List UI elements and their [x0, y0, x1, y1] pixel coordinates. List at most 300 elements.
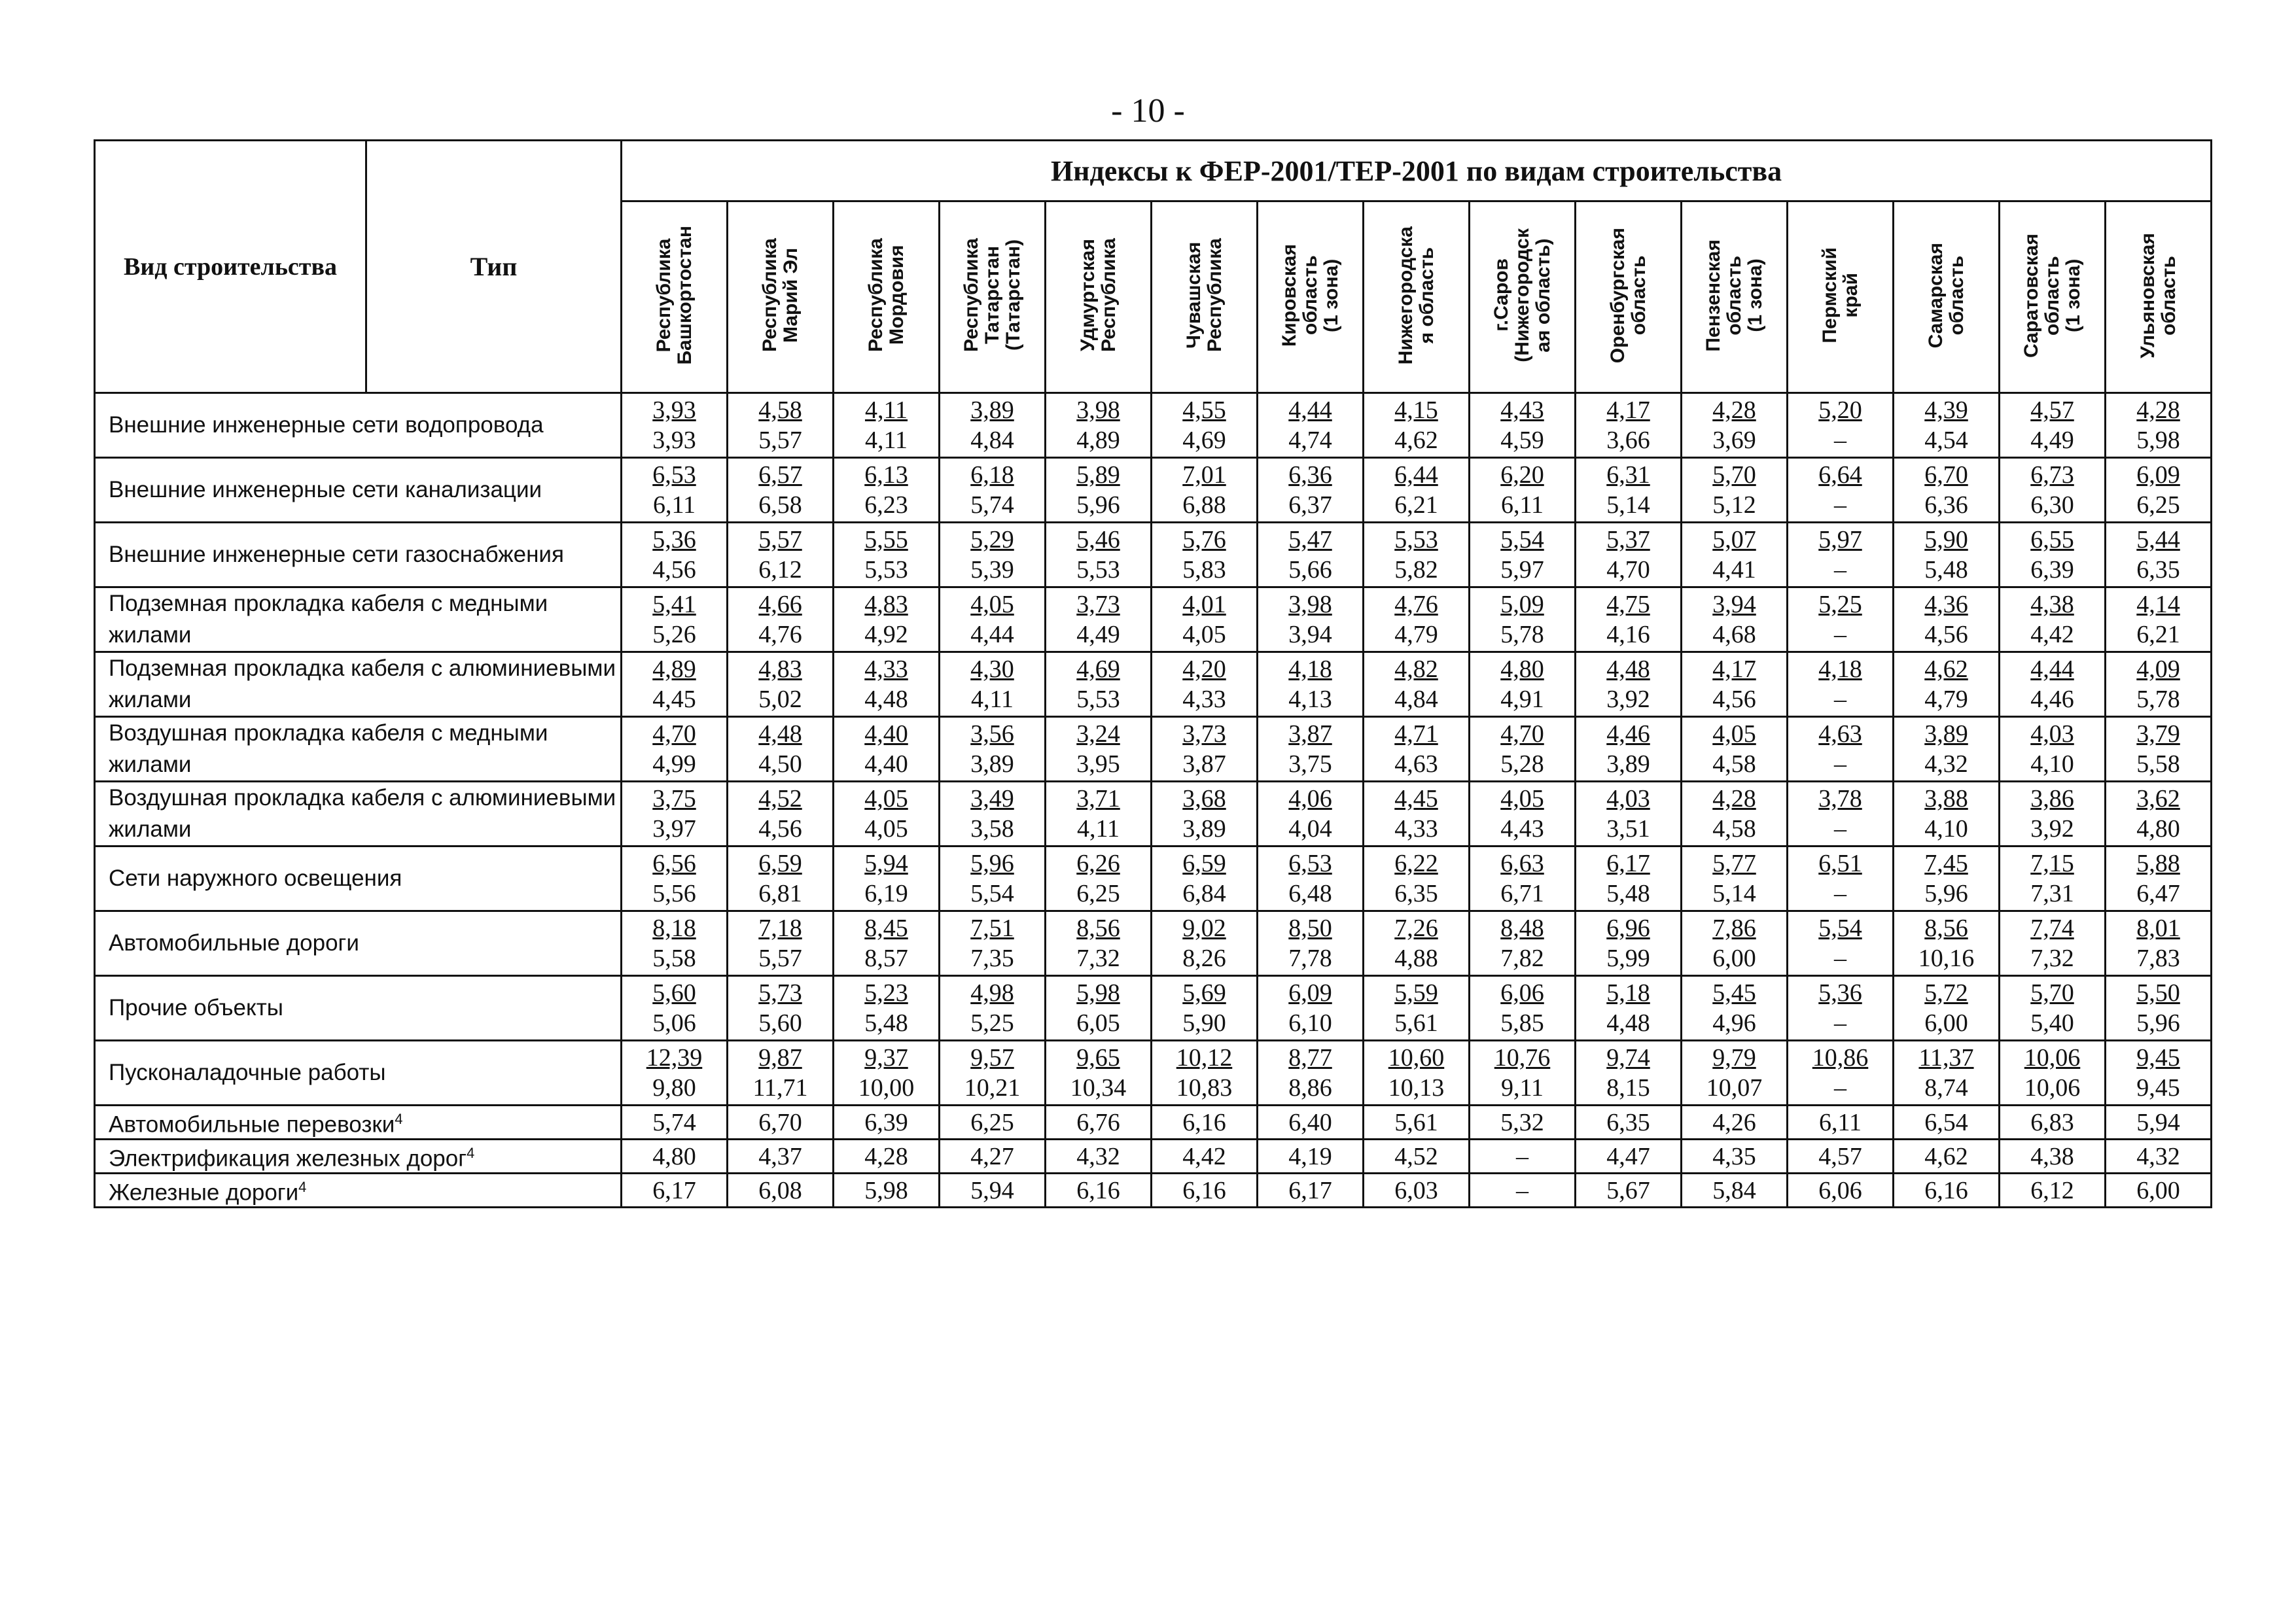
- index-value-bottom: 6,12: [758, 556, 802, 584]
- index-value-bottom: –: [1834, 1009, 1846, 1037]
- region-label: Республика Башкортостан: [652, 226, 696, 365]
- index-value-bottom: 3,93: [652, 427, 696, 454]
- index-value-top: 7,15: [2030, 850, 2074, 877]
- index-cell: [1682, 587, 1788, 652]
- index-value: 4,35: [1682, 1140, 1788, 1174]
- index-value-bottom: 3,69: [1712, 427, 1756, 454]
- index-cell: [1258, 458, 1364, 523]
- index-cell: [2000, 717, 2106, 782]
- index-value: 4,37: [728, 1140, 834, 1174]
- index-value-top: 5,60: [652, 979, 696, 1007]
- region-label: Пензенская область (1 зона): [1702, 239, 1766, 352]
- index-value-top: 3,62: [2136, 785, 2180, 812]
- index-value-bottom: 4,40: [864, 750, 908, 778]
- index-cell: [1788, 652, 1894, 717]
- index-value-bottom: 4,49: [1076, 621, 1120, 648]
- index-cell: [1470, 911, 1576, 976]
- index-value-top: 4,83: [864, 591, 908, 618]
- index-cell: [834, 976, 940, 1041]
- index-value-bottom: 9,11: [1500, 1074, 1544, 1102]
- index-cell: [1576, 587, 1682, 652]
- row-label: Внешние инженерные сети водопровода: [95, 393, 622, 458]
- index-value: 6,08: [728, 1174, 834, 1208]
- index-value-bottom: 6,39: [2030, 556, 2074, 584]
- index-value-bottom: 5,60: [758, 1009, 802, 1037]
- index-value-bottom: 7,32: [2030, 945, 2074, 972]
- region-label: Республика Мордовия: [864, 238, 908, 353]
- index-value: 6,17: [1258, 1174, 1364, 1208]
- region-header: [1046, 201, 1152, 393]
- index-value-bottom: 6,25: [2136, 491, 2180, 519]
- index-cell: [1046, 587, 1152, 652]
- index-cell: [2000, 393, 2106, 458]
- index-value-top: 3,89: [970, 396, 1014, 424]
- region-header: [940, 201, 1046, 393]
- index-value-top: 6,31: [1606, 461, 1650, 489]
- index-value-bottom: 4,89: [1076, 427, 1120, 454]
- index-value-top: 10,12: [1176, 1044, 1233, 1072]
- index-value-bottom: 8,26: [1182, 945, 1226, 972]
- index-value-top: 3,49: [970, 785, 1014, 812]
- index-value: 4,32: [2106, 1140, 2212, 1174]
- index-cell: [1788, 911, 1894, 976]
- index-value-bottom: 5,58: [652, 945, 696, 972]
- index-value-bottom: 5,61: [1394, 1009, 1438, 1037]
- index-value: 5,74: [622, 1106, 728, 1140]
- table-row: [95, 393, 2212, 458]
- index-value-top: 4,43: [1500, 396, 1544, 424]
- index-cell: [1046, 782, 1152, 846]
- index-value-bottom: 6,00: [1712, 945, 1756, 972]
- table-row: [95, 1174, 2212, 1208]
- index-value: –: [1470, 1174, 1576, 1208]
- index-cell: [622, 458, 728, 523]
- row-label: Автомобильные дороги: [95, 911, 622, 976]
- index-value-top: 4,70: [1500, 720, 1544, 748]
- index-cell: [2000, 782, 2106, 846]
- index-cell: [1364, 846, 1470, 911]
- index-cell: [2106, 393, 2212, 458]
- index-value-top: 4,20: [1182, 655, 1226, 683]
- index-value-top: 4,15: [1394, 396, 1438, 424]
- index-cell: [728, 393, 834, 458]
- index-value: 4,52: [1364, 1140, 1470, 1174]
- index-value-bottom: 5,96: [2136, 1009, 2180, 1037]
- region-label: Саратовская область (1 зона): [2020, 233, 2084, 358]
- index-value-bottom: 5,26: [652, 621, 696, 648]
- index-value-bottom: 10,34: [1070, 1074, 1127, 1102]
- index-value-bottom: 4,41: [1712, 556, 1756, 584]
- index-value-bottom: 7,78: [1288, 945, 1332, 972]
- index-value-top: 4,66: [758, 591, 802, 618]
- region-header: [728, 201, 834, 393]
- index-value-top: 4,05: [864, 785, 908, 812]
- index-value-bottom: 8,86: [1288, 1074, 1332, 1102]
- index-value-top: 5,89: [1076, 461, 1120, 489]
- index-cell: [940, 846, 1046, 911]
- index-value-bottom: 4,13: [1288, 686, 1332, 713]
- index-value-bottom: 4,79: [1924, 686, 1968, 713]
- index-value-top: 4,36: [1924, 591, 1968, 618]
- index-value-top: 6,56: [652, 850, 696, 877]
- index-cell: [1894, 1041, 2000, 1106]
- index-value-top: 5,69: [1182, 979, 1226, 1007]
- index-cell: [1470, 458, 1576, 523]
- index-value-bottom: 4,88: [1394, 945, 1438, 972]
- index-cell: [1152, 976, 1258, 1041]
- index-value-top: 5,46: [1076, 526, 1120, 553]
- index-cell: [1258, 393, 1364, 458]
- index-value-bottom: 5,90: [1182, 1009, 1226, 1037]
- region-header: [2000, 201, 2106, 393]
- index-value-top: 5,96: [970, 850, 1014, 877]
- index-value-bottom: 4,96: [1712, 1009, 1756, 1037]
- region-header: [1788, 201, 1894, 393]
- region-header: [1470, 201, 1576, 393]
- index-cell: [834, 846, 940, 911]
- index-cell: [1682, 717, 1788, 782]
- index-value-top: 5,98: [1076, 979, 1120, 1007]
- index-value-top: 5,50: [2136, 979, 2180, 1007]
- index-value: 5,94: [940, 1174, 1046, 1208]
- index-cell: [1470, 652, 1576, 717]
- index-value-top: 4,17: [1606, 396, 1650, 424]
- index-cell: [1258, 717, 1364, 782]
- index-cell: [834, 393, 940, 458]
- index-cell: [940, 458, 1046, 523]
- construction-index-table: [94, 139, 2212, 1208]
- index-value-top: 8,56: [1924, 915, 1968, 942]
- index-value-bottom: 8,74: [1924, 1074, 1968, 1102]
- index-value-bottom: 6,47: [2136, 880, 2180, 907]
- index-value-top: 5,29: [970, 526, 1014, 553]
- index-value-top: 5,70: [2030, 979, 2074, 1007]
- index-value: 6,16: [1152, 1106, 1258, 1140]
- index-cell: [622, 717, 728, 782]
- index-cell: [622, 911, 728, 976]
- index-value-top: 8,56: [1076, 915, 1120, 942]
- index-value: 6,17: [622, 1174, 728, 1208]
- index-value-bottom: 7,82: [1500, 945, 1544, 972]
- index-value-bottom: 10,07: [1706, 1074, 1763, 1102]
- index-value-top: 4,28: [1712, 785, 1756, 812]
- index-value-top: 4,44: [2030, 655, 2074, 683]
- index-value-top: 4,03: [1606, 785, 1650, 812]
- index-value-bottom: 5,57: [758, 427, 802, 454]
- index-cell: [1788, 458, 1894, 523]
- index-cell: [1470, 523, 1576, 587]
- index-value-top: 6,53: [1288, 850, 1332, 877]
- index-value-top: 4,05: [1500, 785, 1544, 812]
- index-value-top: 5,88: [2136, 850, 2180, 877]
- index-value-top: 6,63: [1500, 850, 1544, 877]
- index-value-top: 7,86: [1712, 915, 1756, 942]
- index-value-bottom: 5,14: [1606, 491, 1650, 519]
- index-value-bottom: –: [1834, 945, 1846, 972]
- index-value-top: 12,39: [646, 1044, 703, 1072]
- index-cell: [1682, 458, 1788, 523]
- index-value-top: 3,86: [2030, 785, 2074, 812]
- index-value-bottom: 9,80: [652, 1074, 696, 1102]
- index-value-top: 3,75: [652, 785, 696, 812]
- index-cell: [2106, 652, 2212, 717]
- index-value-top: 7,74: [2030, 915, 2074, 942]
- index-cell: [1470, 976, 1576, 1041]
- index-value-bottom: 5,40: [2030, 1009, 2074, 1037]
- index-cell: [1046, 911, 1152, 976]
- index-cell: [1046, 458, 1152, 523]
- index-value-bottom: 5,85: [1500, 1009, 1544, 1037]
- index-value-bottom: 5,48: [1924, 556, 1968, 584]
- index-cell: [2106, 717, 2212, 782]
- index-value-bottom: 5,48: [864, 1009, 908, 1037]
- index-cell: [1894, 458, 2000, 523]
- index-cell: [622, 976, 728, 1041]
- index-value: 6,00: [2106, 1174, 2212, 1208]
- index-value-top: 7,01: [1182, 461, 1226, 489]
- index-value-bottom: 4,62: [1394, 427, 1438, 454]
- index-value-top: 4,11: [864, 396, 908, 424]
- index-value-bottom: 4,99: [652, 750, 696, 778]
- index-value-bottom: 4,05: [864, 815, 908, 843]
- index-cell: [1894, 393, 2000, 458]
- index-value-top: 6,36: [1288, 461, 1332, 489]
- index-cell: [834, 717, 940, 782]
- index-value-top: 5,76: [1182, 526, 1226, 553]
- index-value-top: 9,57: [970, 1044, 1014, 1072]
- index-cell: [2000, 587, 2106, 652]
- index-value-bottom: 4,84: [970, 427, 1014, 454]
- index-value-top: 6,73: [2030, 461, 2074, 489]
- index-value-bottom: 6,88: [1182, 491, 1226, 519]
- index-cell: [1470, 1041, 1576, 1106]
- index-value: 6,25: [940, 1106, 1046, 1140]
- table-row: [95, 458, 2212, 523]
- region-header: [834, 201, 940, 393]
- index-value-top: 4,83: [758, 655, 802, 683]
- index-cell: [1364, 458, 1470, 523]
- index-value-bottom: 5,02: [758, 686, 802, 713]
- index-value: 6,76: [1046, 1106, 1152, 1140]
- index-value-top: 7,18: [758, 915, 802, 942]
- region-label: Оренбургская область: [1606, 227, 1650, 364]
- index-value-bottom: 6,36: [1924, 491, 1968, 519]
- index-value-top: 8,77: [1288, 1044, 1332, 1072]
- table-row: [95, 976, 2212, 1041]
- index-cell: [728, 523, 834, 587]
- index-value-top: 4,18: [1288, 655, 1332, 683]
- index-cell: [1364, 782, 1470, 846]
- index-value-bottom: 7,31: [2030, 880, 2074, 907]
- index-value-top: 9,74: [1606, 1044, 1650, 1072]
- index-value: 6,39: [834, 1106, 940, 1140]
- index-value-bottom: 6,25: [1076, 880, 1120, 907]
- index-cell: [1152, 393, 1258, 458]
- index-cell: [940, 911, 1046, 976]
- index-cell: [940, 782, 1046, 846]
- index-cell: [1152, 911, 1258, 976]
- index-value-bottom: 5,58: [2136, 750, 2180, 778]
- index-value-top: 5,41: [652, 591, 696, 618]
- index-value-bottom: 4,56: [758, 815, 802, 843]
- index-cell: [1364, 1041, 1470, 1106]
- index-value-top: 4,48: [758, 720, 802, 748]
- row-label: Пусконаладочные работы: [95, 1041, 622, 1106]
- table-row: [95, 587, 2212, 652]
- index-value-bottom: 10,06: [2024, 1074, 2081, 1102]
- index-value-top: 4,17: [1712, 655, 1756, 683]
- index-value-top: 4,40: [864, 720, 908, 748]
- index-value-bottom: 6,10: [1288, 1009, 1332, 1037]
- region-header: [1152, 201, 1258, 393]
- index-value-top: 6,57: [758, 461, 802, 489]
- index-value-top: 6,70: [1924, 461, 1968, 489]
- index-value: 6,16: [1152, 1174, 1258, 1208]
- index-value-bottom: 4,76: [758, 621, 802, 648]
- index-value-bottom: 6,71: [1500, 880, 1544, 907]
- index-cell: [1894, 846, 2000, 911]
- index-value-bottom: 4,11: [1076, 815, 1120, 843]
- index-value-bottom: 6,37: [1288, 491, 1332, 519]
- index-value-bottom: 5,14: [1712, 880, 1756, 907]
- index-cell: [1788, 1041, 1894, 1106]
- index-value-top: 5,97: [1818, 526, 1862, 553]
- index-value-bottom: 4,54: [1924, 427, 1968, 454]
- region-header: [1258, 201, 1364, 393]
- index-cell: [1364, 393, 1470, 458]
- index-value-bottom: 11,71: [752, 1074, 808, 1102]
- index-value: 5,61: [1364, 1106, 1470, 1140]
- index-value-bottom: 4,48: [1606, 1009, 1650, 1037]
- index-value-top: 9,87: [758, 1044, 802, 1072]
- index-value-bottom: 4,10: [1924, 815, 1968, 843]
- index-value-bottom: 3,92: [1606, 686, 1650, 713]
- index-value-top: 4,45: [1394, 785, 1438, 812]
- index-value-top: 5,54: [1818, 915, 1862, 942]
- index-value-top: 10,76: [1494, 1044, 1551, 1072]
- row-label: [95, 1106, 622, 1140]
- index-value-top: 3,88: [1924, 785, 1968, 812]
- index-value-bottom: 3,66: [1606, 427, 1650, 454]
- index-value-bottom: 7,35: [970, 945, 1014, 972]
- index-cell: [2106, 911, 2212, 976]
- index-value: 6,16: [1046, 1174, 1152, 1208]
- index-cell: [2000, 458, 2106, 523]
- index-value-bottom: 4,74: [1288, 427, 1332, 454]
- index-value-top: 6,59: [1182, 850, 1226, 877]
- index-value-bottom: 4,63: [1394, 750, 1438, 778]
- index-value-bottom: –: [1834, 556, 1846, 584]
- index-value-top: 5,36: [652, 526, 696, 553]
- index-value-bottom: 5,78: [2136, 686, 2180, 713]
- index-value-bottom: 5,57: [758, 945, 802, 972]
- index-value-bottom: 3,92: [2030, 815, 2074, 843]
- index-cell: [2106, 523, 2212, 587]
- index-cell: [622, 587, 728, 652]
- region-header: [1364, 201, 1470, 393]
- region-label: Самарская область: [1924, 242, 1968, 349]
- index-value-bottom: –: [1834, 427, 1846, 454]
- index-cell: [1258, 587, 1364, 652]
- footnote-mark: 4: [298, 1179, 307, 1196]
- index-value-top: 4,44: [1288, 396, 1332, 424]
- row-label: Подземная прокладка кабеля с медными жилами: [95, 587, 622, 652]
- index-value-bottom: 6,58: [758, 491, 802, 519]
- index-cell: [834, 911, 940, 976]
- index-cell: [1364, 587, 1470, 652]
- index-value-bottom: 4,91: [1500, 686, 1544, 713]
- index-value-bottom: –: [1834, 621, 1846, 648]
- index-value-top: 8,18: [652, 915, 696, 942]
- index-value-bottom: 10,83: [1176, 1074, 1233, 1102]
- index-value: 4,47: [1576, 1140, 1682, 1174]
- index-cell: [2106, 782, 2212, 846]
- index-value-top: 4,03: [2030, 720, 2074, 748]
- index-cell: [1258, 1041, 1364, 1106]
- index-value-top: 4,62: [1924, 655, 1968, 683]
- index-cell: [622, 523, 728, 587]
- index-value-bottom: –: [1834, 686, 1846, 713]
- index-value: 4,27: [940, 1140, 1046, 1174]
- index-cell: [1788, 782, 1894, 846]
- index-value-top: 6,55: [2030, 526, 2074, 553]
- index-value-top: 6,44: [1394, 461, 1438, 489]
- index-cell: [834, 1041, 940, 1106]
- index-value-bottom: 5,25: [970, 1009, 1014, 1037]
- index-value-bottom: 10,16: [1918, 945, 1975, 972]
- region-label: Республика Марий Эл: [758, 238, 802, 353]
- index-value-bottom: 6,05: [1076, 1009, 1120, 1037]
- index-value-bottom: 5,98: [2136, 427, 2180, 454]
- index-value-bottom: 5,53: [1076, 686, 1120, 713]
- index-value: 5,67: [1576, 1174, 1682, 1208]
- row-label: [95, 1174, 622, 1208]
- index-cell: [1364, 717, 1470, 782]
- index-value-bottom: 5,83: [1182, 556, 1226, 584]
- index-value-top: 4,69: [1076, 655, 1120, 683]
- index-value: 4,26: [1682, 1106, 1788, 1140]
- index-value-top: 5,59: [1394, 979, 1438, 1007]
- index-value-bottom: 4,33: [1394, 815, 1438, 843]
- index-value: 4,38: [2000, 1140, 2106, 1174]
- index-cell: [1364, 523, 1470, 587]
- index-value-bottom: 4,45: [652, 686, 696, 713]
- index-value-top: 5,70: [1712, 461, 1756, 489]
- index-value-top: 4,46: [1606, 720, 1650, 748]
- index-cell: [1682, 523, 1788, 587]
- index-value-top: 5,09: [1500, 591, 1544, 618]
- index-value: 6,03: [1364, 1174, 1470, 1208]
- index-cell: [1788, 587, 1894, 652]
- index-value-bottom: 4,80: [2136, 815, 2180, 843]
- index-value-top: 3,68: [1182, 785, 1226, 812]
- index-value-bottom: 5,06: [652, 1009, 696, 1037]
- index-cell: [2000, 846, 2106, 911]
- index-value: 4,62: [1894, 1140, 2000, 1174]
- region-header: [622, 201, 728, 393]
- index-value-top: 3,89: [1924, 720, 1968, 748]
- index-value-top: 3,98: [1288, 591, 1332, 618]
- index-cell: [940, 1041, 1046, 1106]
- index-value-top: 6,59: [758, 850, 802, 877]
- index-value-bottom: 4,46: [2030, 686, 2074, 713]
- index-value-top: 6,51: [1818, 850, 1862, 877]
- index-value-bottom: 4,44: [970, 621, 1014, 648]
- index-cell: [1470, 846, 1576, 911]
- page-number: - 10 -: [1111, 92, 1185, 130]
- index-value-top: 4,48: [1606, 655, 1650, 683]
- index-value-top: 3,98: [1076, 396, 1120, 424]
